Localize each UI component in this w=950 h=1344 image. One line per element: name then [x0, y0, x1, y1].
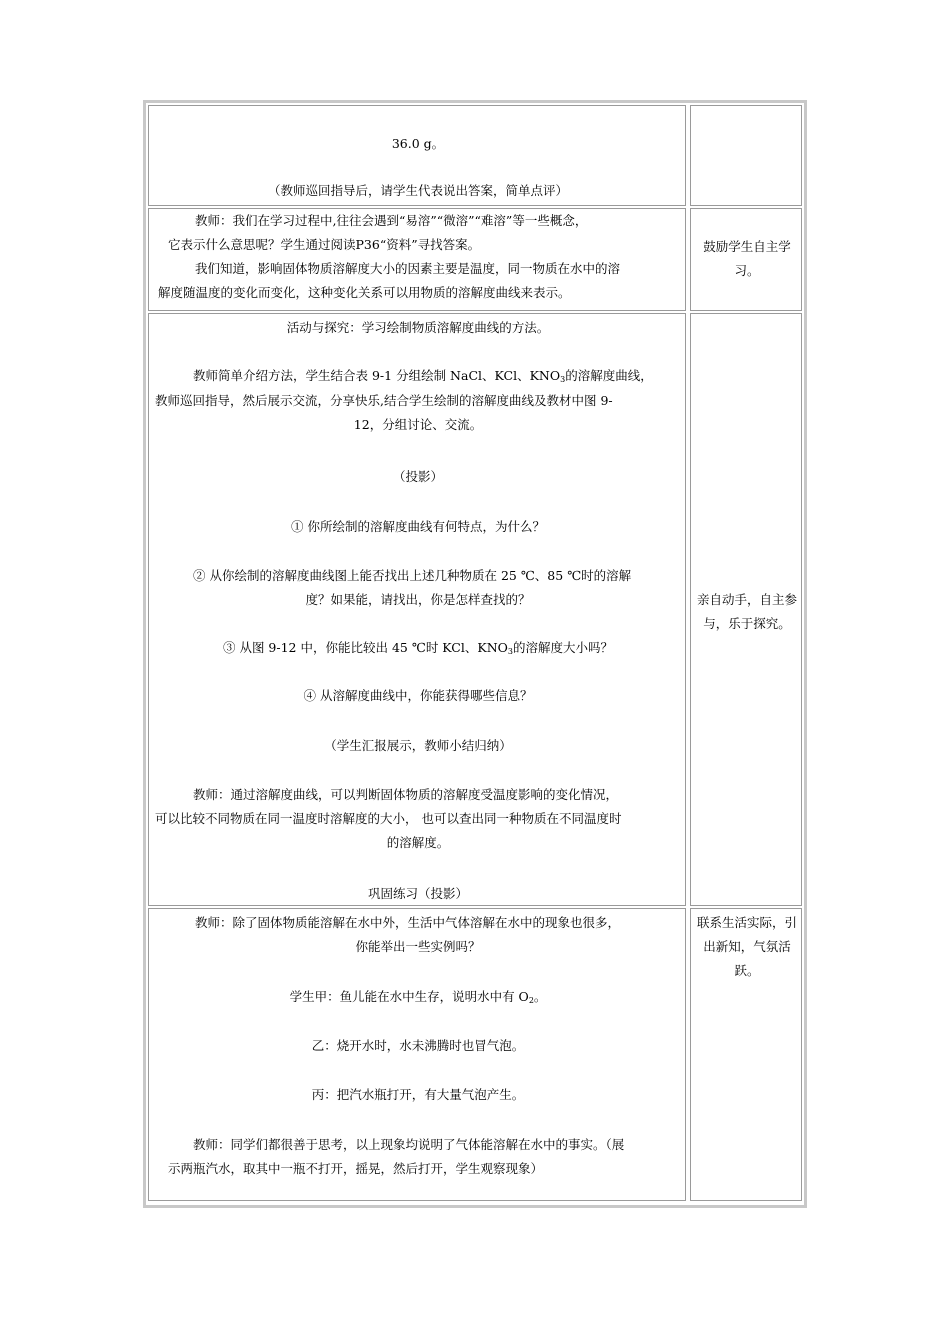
text-line: 它表示什么意思呢？学生通过阅读P36“资料”寻找答案。 — [168, 237, 481, 252]
text-line: 36.0 g。 — [391, 136, 445, 151]
text-line: 我们知道，影响固体物质溶解度大小的因素主要是温度，同一物质在水中的溶 — [195, 261, 621, 276]
text-line: 与，乐于探究。 — [703, 616, 791, 631]
text-line: 度？如果能，请找出，你是怎样查找的？ — [305, 592, 531, 607]
text-line: 活动与探究：学习绘制物质溶解度曲线的方法。 — [286, 320, 550, 335]
intent-cell — [690, 105, 802, 206]
intent-cell — [690, 908, 802, 1201]
intent-cell — [690, 208, 802, 311]
text-line: 可以比较不同物质在同一温度时溶解度的大小， 也可以查出同一种物质在不同温度时 — [155, 811, 622, 826]
intent-cell — [690, 313, 802, 906]
table-row — [148, 313, 802, 906]
text-line: 鼓励学生自主学 — [703, 239, 791, 254]
text-line: 教师：通过溶解度曲线，可以判断固体物质的溶解度受温度影响的变化情况， — [193, 787, 619, 802]
text-line: 示两瓶汽水，取其中一瓶不打开，摇晃，然后打开，学生观察现象） — [168, 1161, 544, 1176]
activity-cell — [148, 313, 686, 906]
text-line: 解度随温度的变化而变化，这种变化关系可以用物质的溶解度曲线来表示。 — [158, 285, 571, 300]
text-line: （学生汇报展示，教师小结归纳） — [324, 738, 512, 753]
text-line: 亲自动手，自主参 — [696, 592, 797, 607]
text-line: 巩固练习（投影） — [367, 886, 468, 901]
text-line: ① 你所绘制的溶解度曲线有何特点，为什么？ — [291, 519, 545, 534]
text-line: 学生甲：鱼儿能在水中生存，说明水中有 $O_2$。 — [289, 989, 547, 1005]
text-line: 跃。 — [734, 963, 760, 978]
text-line: 出新知，气氛活 — [703, 939, 791, 954]
text-line: 教师巡回指导，然后展示交流，分享快乐,结合学生绘制的溶解度曲线及教材中图 9- — [155, 393, 613, 408]
table-row — [148, 208, 802, 311]
text-line: 12，分组讨论、交流。 — [353, 417, 483, 432]
text-line: （投影） — [392, 469, 443, 484]
text-line: 教师：同学们都很善于思考，以上现象均说明了气体能溶解在水中的事实。（展 — [193, 1137, 625, 1152]
text-line: 联系生活实际，引 — [696, 915, 797, 930]
text-line: （教师巡回指导后，请学生代表说出答案，简单点评） — [267, 183, 568, 198]
lesson-plan-table — [143, 100, 807, 1208]
text-line: 习。 — [734, 263, 760, 278]
text-line: 乙：烧开水时，水未沸腾时也冒气泡。 — [311, 1038, 525, 1053]
text-line: 的溶解度。 — [386, 835, 450, 850]
table-row — [148, 908, 802, 1201]
activity-cell — [148, 208, 686, 311]
activity-cell — [148, 105, 686, 206]
activity-cell — [148, 908, 686, 1201]
text-line: 你能举出一些实例吗？ — [355, 939, 481, 954]
text-line: ④ 从溶解度曲线中，你能获得哪些信息？ — [303, 688, 533, 703]
text-line: 丙：把汽水瓶打开，有大量气泡产生。 — [311, 1087, 525, 1102]
text-line: 教师：除了固体物质能溶解在水中外，生活中气体溶解在水中的现象也很多， — [195, 915, 621, 930]
text-line: 教师：我们在学习过程中,往往会遇到“易溶”“微溶”“难溶”等一些概念， — [195, 213, 588, 228]
text-line: ② 从你绘制的溶解度曲线图上能否找出上述几种物质在 25 ℃、85 ℃时的溶解 — [193, 568, 632, 583]
text-line: 教师简单介绍方法，学生结合表 9-1 分组绘制 NaCl、KCl、$KNO_3$的溶解度曲线， — [193, 368, 653, 384]
text-line: ③ 从图 9-12 中，你能比较出 45 ℃时 KCl、$KNO_3$的溶解度大小吗？ — [222, 640, 613, 656]
table-row — [148, 105, 802, 206]
